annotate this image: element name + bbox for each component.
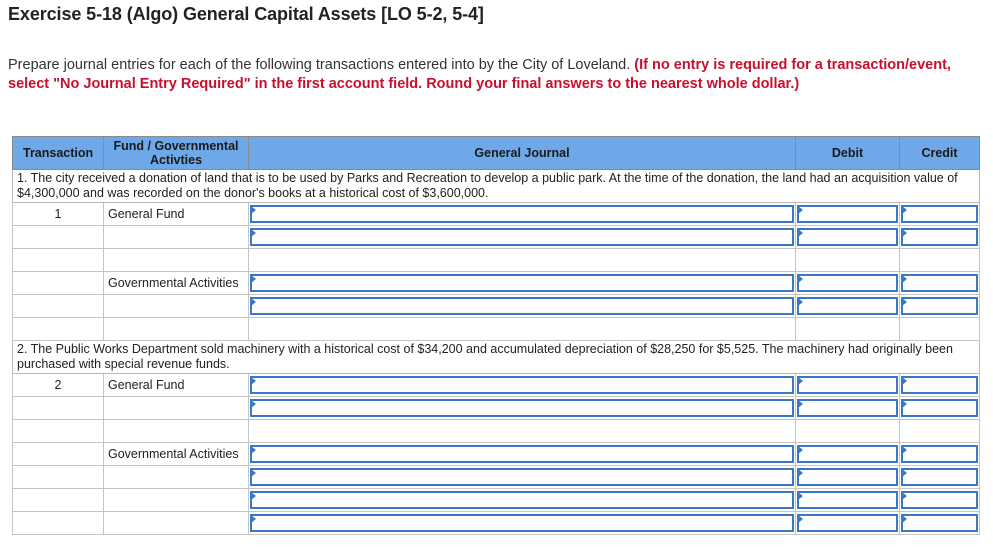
- journal-row: [13, 466, 980, 489]
- journal-row: [13, 374, 980, 397]
- spacer-row: [13, 249, 980, 272]
- credit-input[interactable]: [901, 445, 978, 463]
- transaction-1-description: 1. The city received a donation of land that is to be used by Parks and Recreation to develop a public park. At the time of the donation, the land had an acquisition value of $4,300,000 and was recorded on the donor's books at a historical cost of $3,600,000.: [13, 170, 980, 203]
- journal-row: [13, 397, 980, 420]
- credit-input[interactable]: [901, 297, 978, 315]
- fund-label: General Fund: [104, 203, 249, 226]
- credit-input[interactable]: [901, 228, 978, 246]
- header-fund: [104, 137, 249, 170]
- credit-input[interactable]: [901, 274, 978, 292]
- credit-input[interactable]: [901, 491, 978, 509]
- account-field[interactable]: [250, 205, 794, 223]
- journal-row: [13, 272, 980, 295]
- journal-row: [13, 489, 980, 512]
- credit-input[interactable]: [901, 376, 978, 394]
- transaction-1-description-row: [13, 170, 980, 203]
- journal-row: [13, 443, 980, 466]
- debit-input[interactable]: [797, 491, 898, 509]
- account-field[interactable]: [250, 399, 794, 417]
- instructions-text: Prepare journal entries for each of the following transactions entered into by the City of Loveland.: [8, 57, 635, 73]
- account-field[interactable]: [250, 468, 794, 486]
- debit-input[interactable]: [797, 399, 898, 417]
- transaction-2-description-row: [13, 341, 980, 374]
- instructions-note: (If no entry is required for a transaction/event, select "No Journal Entry Required" in the first account field. Round your final answers to the nearest whole dollar.): [8, 57, 951, 92]
- debit-input[interactable]: [797, 376, 898, 394]
- credit-input[interactable]: [901, 514, 978, 532]
- credit-input[interactable]: [901, 205, 978, 223]
- account-field[interactable]: [250, 491, 794, 509]
- transaction-number: 1: [13, 203, 104, 226]
- header-fund-line1: Fund / Governmental: [113, 139, 239, 153]
- debit-input[interactable]: [797, 205, 898, 223]
- credit-input[interactable]: [901, 468, 978, 486]
- gov-activities-label: Governmental Activities: [104, 443, 249, 466]
- debit-input[interactable]: [797, 228, 898, 246]
- account-field[interactable]: [250, 376, 794, 394]
- account-field[interactable]: [250, 274, 794, 292]
- journal-row: [13, 203, 980, 226]
- credit-input[interactable]: [901, 399, 978, 417]
- debit-input[interactable]: [797, 297, 898, 315]
- debit-input[interactable]: [797, 445, 898, 463]
- debit-input[interactable]: [797, 274, 898, 292]
- debit-input[interactable]: [797, 514, 898, 532]
- header-credit: Credit: [900, 137, 980, 170]
- header-debit: Debit: [796, 137, 900, 170]
- transaction-number: 2: [13, 374, 104, 397]
- header-transaction: Transaction: [13, 137, 104, 170]
- fund-label: General Fund: [104, 374, 249, 397]
- gov-activities-label: Governmental Activities: [104, 272, 249, 295]
- spacer-row: [13, 318, 980, 341]
- instructions: [8, 56, 968, 93]
- account-field[interactable]: [250, 228, 794, 246]
- header-general-journal: General Journal: [249, 137, 796, 170]
- debit-input[interactable]: [797, 468, 898, 486]
- account-field[interactable]: [250, 297, 794, 315]
- transaction-2-description: 2. The Public Works Department sold machinery with a historical cost of $34,200 and accumulated depreciation of $28,250 for $5,525. The machinery had originally been purchased with special revenue funds.: [13, 341, 980, 374]
- account-field[interactable]: [250, 445, 794, 463]
- journal-row: [13, 226, 980, 249]
- exercise-title: Exercise 5-18 (Algo) General Capital Assets [LO 5-2, 5-4]: [8, 4, 484, 24]
- account-field[interactable]: [250, 514, 794, 532]
- header-fund-line2: Activties: [149, 153, 203, 167]
- journal-row: [13, 295, 980, 318]
- header-row: [13, 137, 980, 170]
- journal-row: [13, 512, 980, 535]
- spacer-row: [13, 420, 980, 443]
- journal-table: [12, 136, 980, 535]
